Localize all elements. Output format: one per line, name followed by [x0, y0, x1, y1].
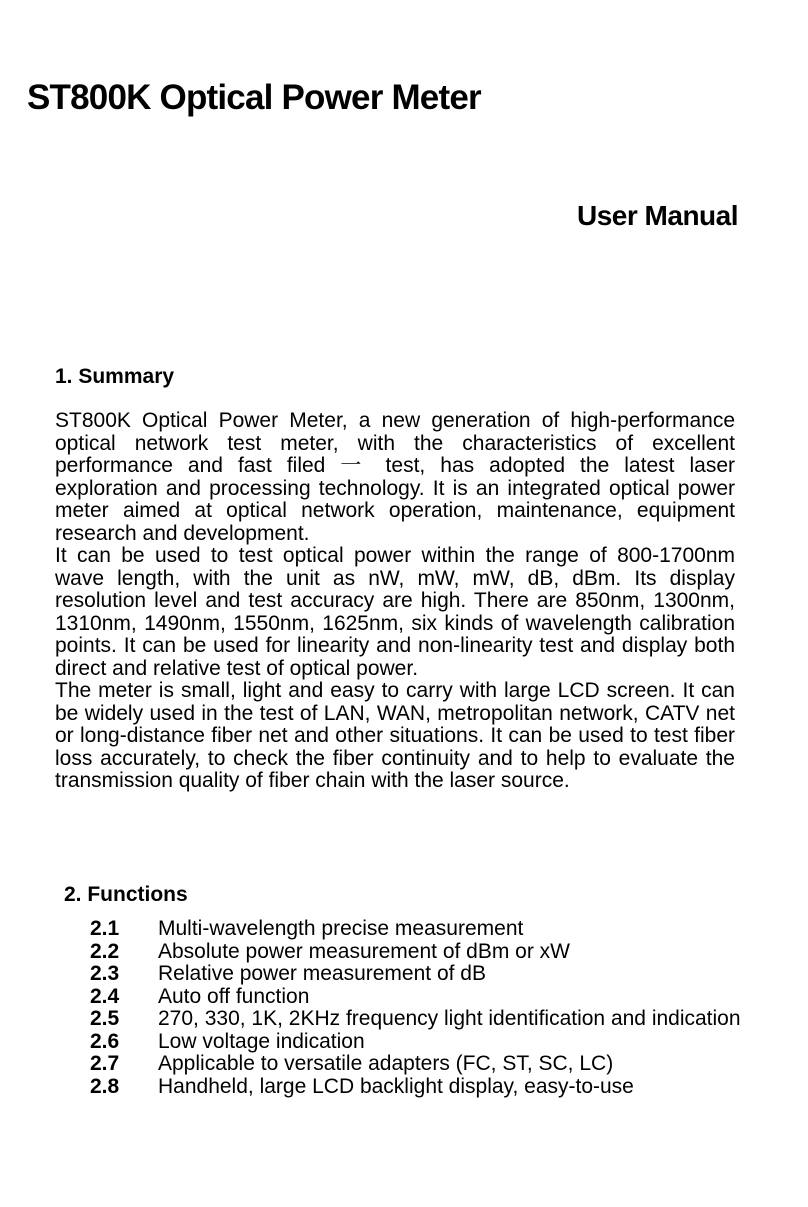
functions-heading: 2. Functions: [64, 883, 188, 906]
function-item: [90, 1008, 785, 1031]
function-text: Low voltage indication: [158, 1029, 365, 1053]
function-text: Applicable to versatile adapters (FC, ST, SC, LC): [158, 1052, 614, 1075]
function-item: [90, 918, 785, 941]
function-item: [90, 986, 785, 1009]
function-number: 2.6: [90, 1029, 120, 1053]
function-number: 2.8: [90, 1074, 120, 1098]
functions-list: [90, 918, 785, 1098]
function-number: 2.4: [90, 984, 120, 1008]
function-number: 2.5: [90, 1007, 120, 1030]
document-title: ST800K Optical Power Meter: [27, 78, 481, 117]
function-item: [90, 1031, 785, 1054]
summary-heading: 1. Summary: [55, 365, 175, 388]
function-text: Relative power measurement of dB: [158, 962, 486, 985]
document-subtitle: User Manual: [577, 200, 738, 231]
function-number: 2.1: [90, 917, 120, 940]
function-number: 2.3: [90, 962, 120, 985]
function-text: 270, 330, 1K, 2KHz frequency light identification and indication: [158, 1007, 741, 1030]
function-text: Absolute power measurement of dBm or xW: [158, 939, 571, 963]
function-number: 2.2: [90, 939, 120, 963]
summary-paragraph: It can be used to test optical power within the range of 800-1700nm wave length, with the unit as nW, mW, mW, dB, dBm. Its display resolution level and test accuracy are high. There are 850nm, 1300nm, 1310nm, 1490nm, 1550nm, 1625nm, six kinds of wavelength calibration points. It can be used for linearity and non-linearity test and display both direct and relative test of optical power.: [55, 544, 735, 680]
function-item: [90, 1053, 785, 1076]
function-text: Multi-wavelength precise measurement: [158, 917, 524, 940]
summary-paragraph: The meter is small, light and easy to carry with large LCD screen. It can be widely used in the test of LAN, WAN, metropolitan network, CATV net or long-distance fiber net and other situations. It can be used to test fiber loss accurately, to check the fiber continuity and to help to evaluate the transmission quality of fiber chain with the laser source.: [55, 679, 735, 792]
summary-body: [55, 410, 735, 793]
summary-paragraph: ST800K Optical Power Meter, a new generation of high-performance optical network test meter, with the characteristics of excellent performance and fast filed 一 test, has adopted the latest laser exploration and processing technology. It is an integrated optical power meter aimed at optical network operation, maintenance, equipment research and development.: [55, 409, 735, 545]
function-item: [90, 1076, 785, 1099]
function-item: [90, 941, 785, 964]
function-number: 2.7: [90, 1052, 120, 1075]
function-text: Auto off function: [158, 984, 310, 1008]
function-text: Handheld, large LCD backlight display, easy-to-use: [158, 1074, 634, 1098]
function-item: [90, 963, 785, 986]
